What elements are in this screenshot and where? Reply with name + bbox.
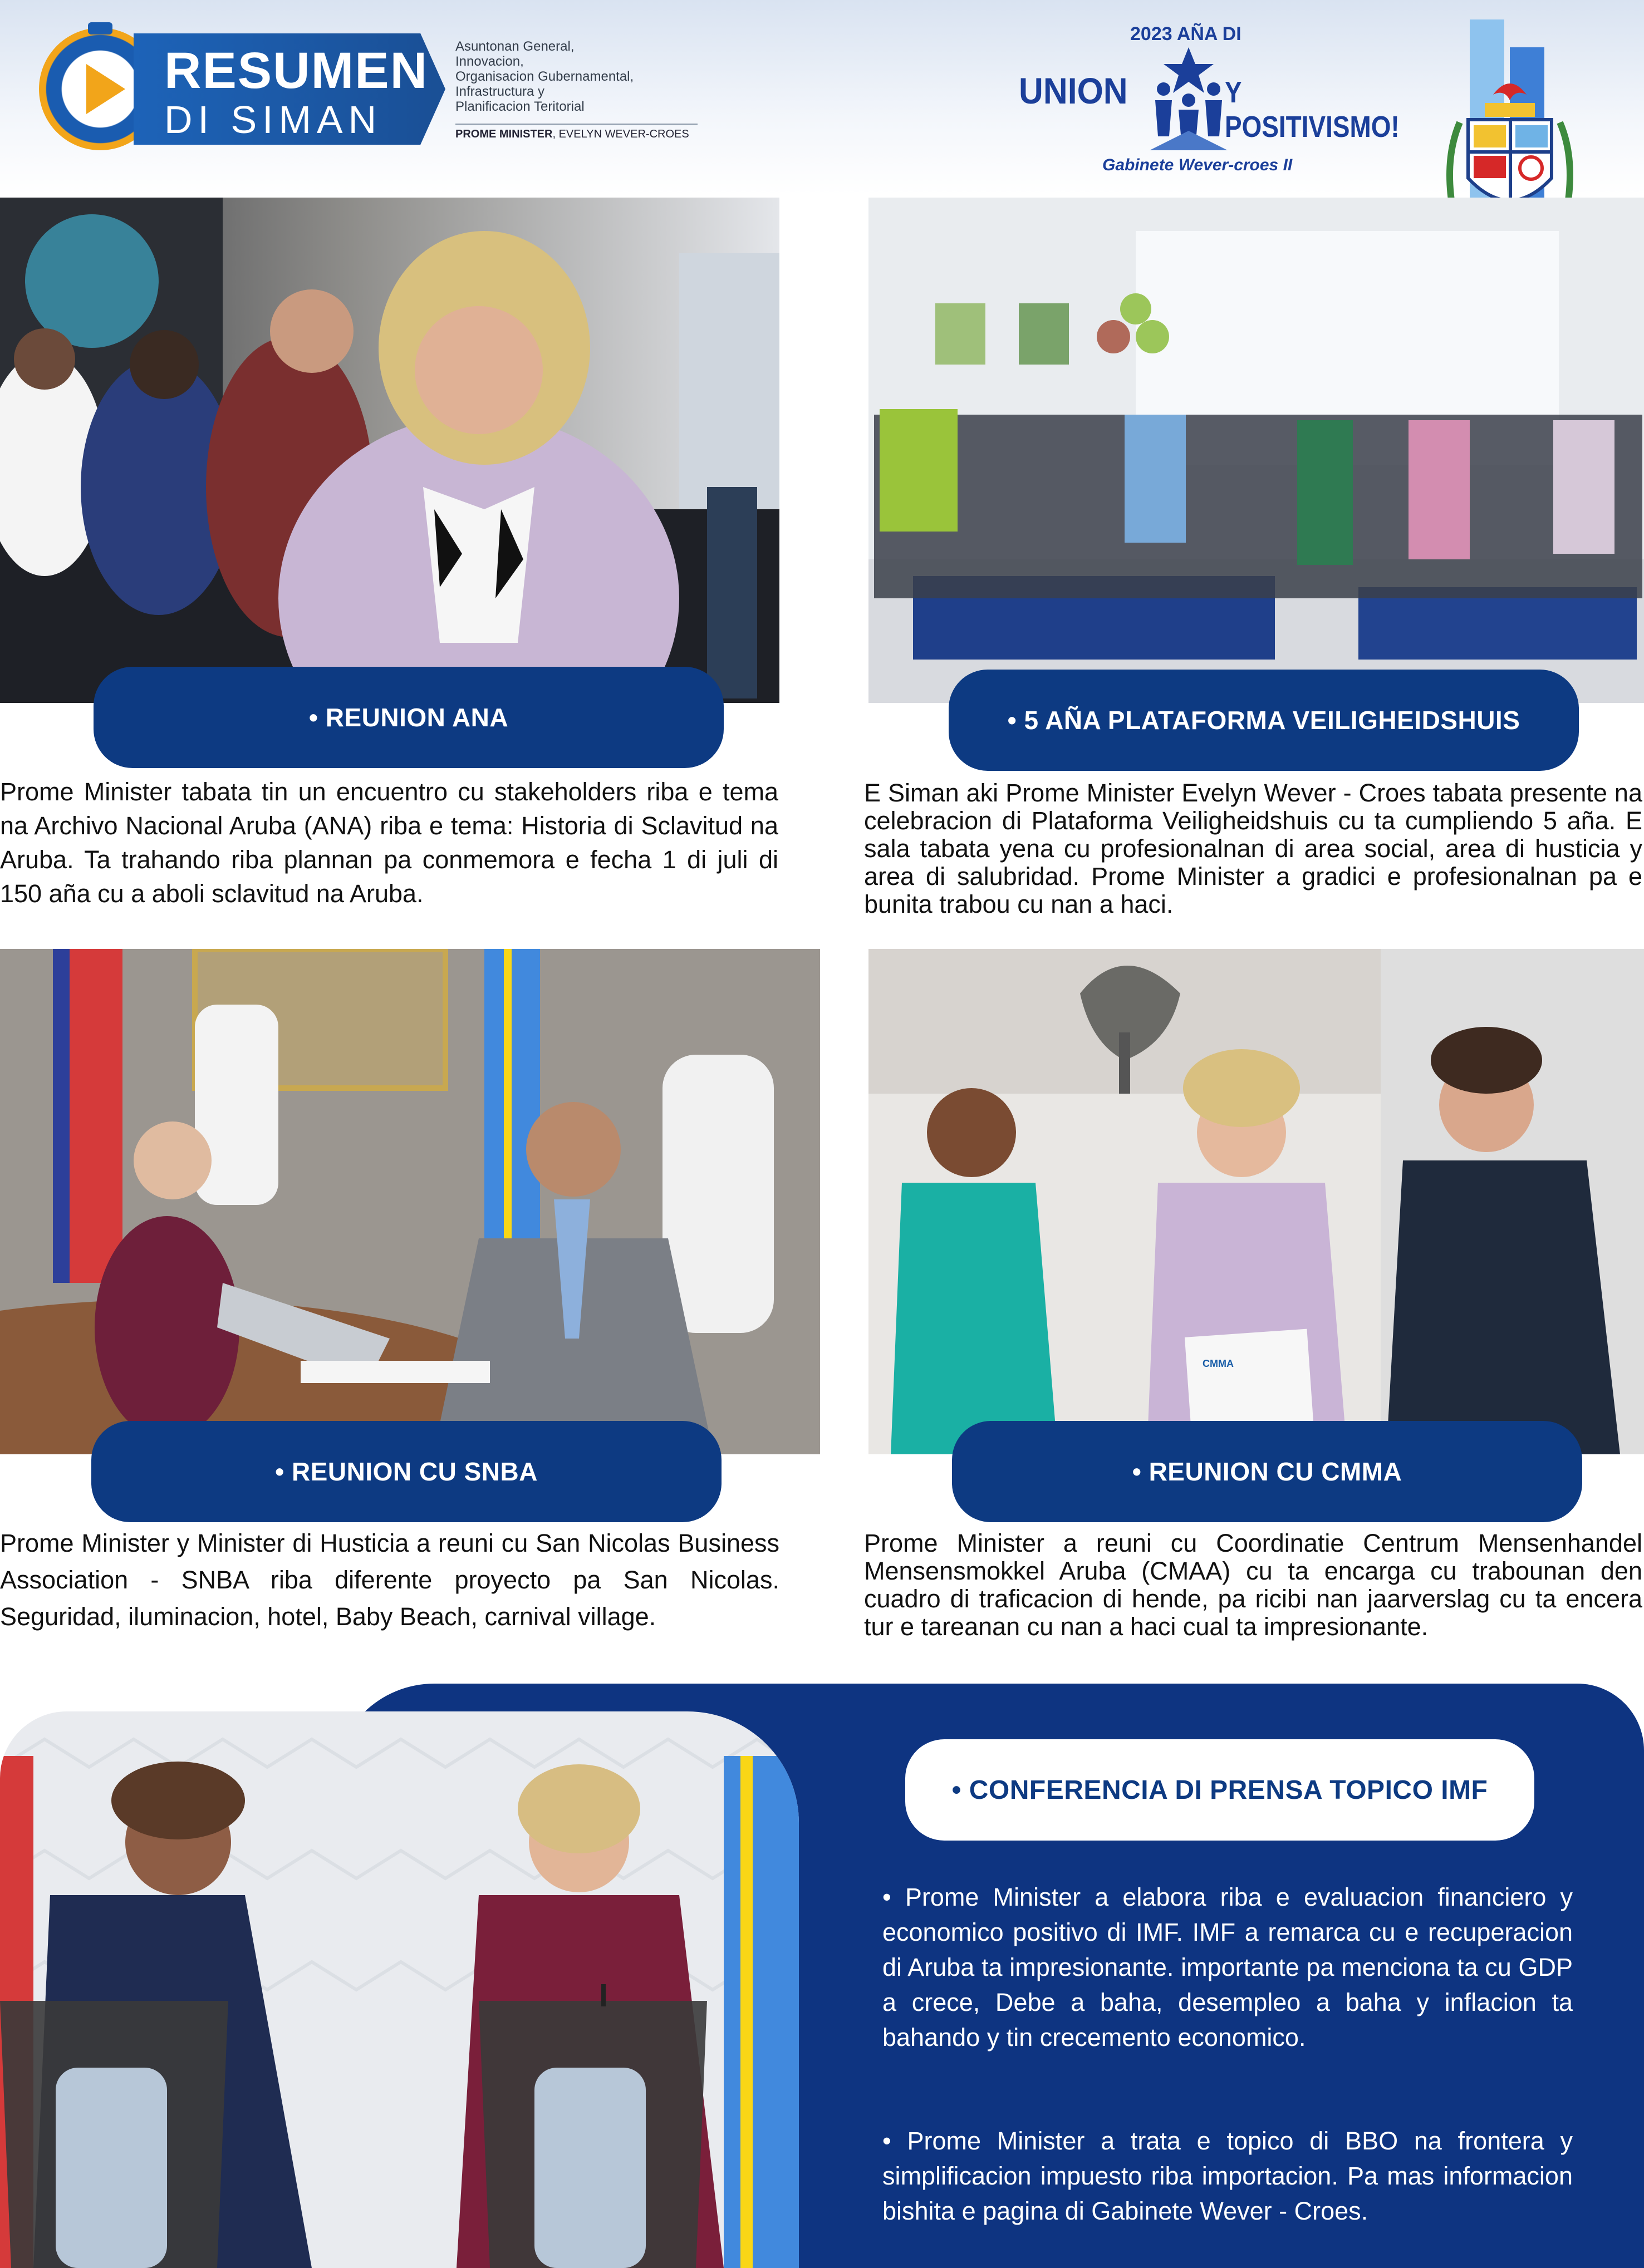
section-body-reunion-cmma: Prome Minister a reuni cu Coordinatie Centrum Mensenhandel Mensensmokkel Aruba (CMAA) cu ta encarga cu trabounan den cuadro di traficacion di hende, pa ricibi nan jaarverslag cu ta encera tur e tareanan cu nan a haci cual ta impresionante. — [864, 1529, 1642, 1641]
section-body-plataforma-veiligheidshuis: E Siman aki Prome Minister Evelyn Wever - Croes tabata presente na celebracion di Plataforma Veiligheidshuis cu ta cumpliendo 5 aña. E sala tabata yena cu profesionalnan di area social, area di husticia y area di salubridad. Prome Minister a gradici e profesionalnan pa e bunita trabou cu nan a haci. — [864, 779, 1642, 918]
section-title-reunion-cmma: • REUNION CU CMMA — [952, 1421, 1582, 1522]
photo-reunion-ana — [0, 198, 779, 703]
section-title-plataforma-veiligheidshuis: • 5 AÑA PLATAFORMA VEILIGHEIDSHUIS — [949, 670, 1579, 771]
department-line: Planificacion Teritorial — [455, 99, 585, 114]
department-line: Organisacion Gubernamental, — [455, 69, 634, 84]
section-body-reunion-snba: Prome Minister y Minister di Husticia a reuni cu San Nicolas Business Association - SNBA riba diferente proyecto pa San Nicolas. Seguridad, iluminacion, hotel, Baby Beach, carnival village. — [0, 1529, 779, 1631]
section-title-conferencia-prensa-imf: • CONFERENCIA DI PRENSA TOPICO IMF — [905, 1739, 1534, 1841]
minister-name: , EVELYN WEVER-CROES — [552, 128, 689, 140]
union-emblem — [1019, 17, 1400, 178]
logo-title-line2: DI SIMAN — [164, 98, 382, 141]
emblem-right-word: Y POSITIVISMO! — [1225, 76, 1400, 144]
imf-paragraph-1: • Prome Minister a elabora riba e evaluacion financiero y economico positivo di IMF. IMF a remarca cu e recuperacion di Aruba ta impresionante. importante pa menciona ta cu GDP a crece, Debe a baha, desempleo a baha y inflacion ta bahando y tin crecemento economico. — [882, 1883, 1573, 2051]
photo-plataforma-veiligheidshuis — [868, 198, 1644, 703]
minister-label: PROME MINISTER — [455, 128, 553, 140]
photo-conferencia-prensa-imf — [0, 1711, 799, 2268]
imf-paragraph-2: • Prome Minister a trata e topico di BBO na frontera y simplificacion impuesto riba importacion. Pa mas informacion bishita e pagina di Gabinete Wever - Croes. — [882, 2127, 1573, 2225]
photo-reunion-snba — [0, 949, 820, 1454]
section-title-reunion-ana: • REUNION ANA — [94, 667, 724, 768]
emblem-year: 2023 AÑA DI — [1130, 23, 1241, 45]
minister-credit — [455, 128, 689, 141]
section-title-reunion-snba: • REUNION CU SNBA — [91, 1421, 722, 1522]
section-body-reunion-ana: Prome Minister tabata tin un encuentro cu stakeholders riba e tema na Archivo Nacional Aruba (ANA) riba e tema: Historia di Sclavitud na Aruba. Ta trahando riba plannan pa conmemora e fecha 1 di juli di 150 aña cu a aboli sclavitud na Aruba. — [0, 778, 778, 908]
stopwatch-crown-icon — [88, 22, 112, 35]
emblem-left-word: UNION — [1019, 70, 1128, 111]
people-star-icon — [1150, 47, 1228, 153]
department-line: Infrastructura y — [455, 84, 545, 99]
play-icon — [86, 64, 125, 114]
logo-title-line1: RESUMEN — [164, 42, 429, 99]
department-name — [455, 39, 700, 114]
resumen-di-siman-logo — [39, 22, 445, 156]
emblem-subtitle: Gabinete Wever-croes II — [1102, 156, 1293, 174]
department-line: Asuntonan General, — [455, 39, 575, 54]
department-line: Innovacion, — [455, 54, 524, 69]
header-divider — [455, 124, 698, 125]
cmma-document-label: CMMA — [1203, 1358, 1234, 1369]
photo-reunion-cmma — [868, 949, 1644, 1454]
group-of-people — [874, 409, 1642, 598]
